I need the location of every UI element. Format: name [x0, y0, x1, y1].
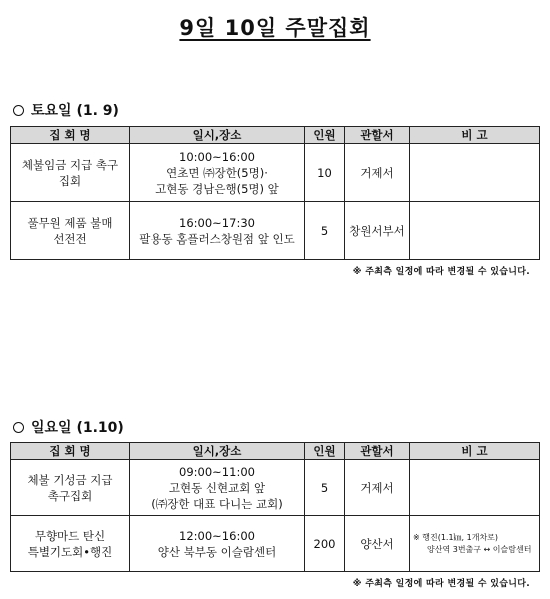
sunday-footnote: ※ 주최측 일정에 따라 변경될 수 있습니다. — [352, 579, 530, 589]
note-cell: ※ 행진(1.1㎞, 1개차로) 양산역 3번출구 ↔ 이슬람센터 — [410, 516, 540, 572]
col-header-count: 인원 — [305, 443, 345, 460]
when-where-cell: 16:00~17:30 팔용동 홈플러스창원점 앞 인도 — [130, 202, 305, 260]
saturday-footnote: ※ 주최측 일정에 따라 변경될 수 있습니다. — [352, 267, 530, 277]
count-cell: 5 — [305, 460, 345, 516]
col-header-count: 인원 — [305, 127, 345, 144]
col-header-name: 집 회 명 — [11, 127, 130, 144]
col-header-when-where: 일시,장소 — [130, 127, 305, 144]
when-where-cell: 10:00~16:00 연초면 ㈜장한(5명)· 고현동 경남은행(5명) 앞 — [130, 144, 305, 202]
sunday-heading — [13, 417, 124, 437]
saturday-heading — [13, 100, 119, 120]
when-where-cell: 09:00~11:00 고현동 신현교회 앞 (㈜장한 대표 다니는 교회) — [130, 460, 305, 516]
col-header-name: 집 회 명 — [11, 443, 130, 460]
col-header-station: 관할서 — [345, 127, 410, 144]
station-cell: 창원서부서 — [345, 202, 410, 260]
col-header-note: 비 고 — [410, 127, 540, 144]
rally-name-cell: 무향마드 탄신 특별기도회•행진 — [11, 516, 130, 572]
table-row — [11, 144, 540, 202]
rally-name-cell: 체불임금 지급 촉구 집회 — [11, 144, 130, 202]
rally-name-cell: 체불 기성금 지급 촉구집회 — [11, 460, 130, 516]
count-cell: 5 — [305, 202, 345, 260]
count-cell: 200 — [305, 516, 345, 572]
count-cell: 10 — [305, 144, 345, 202]
note-cell — [410, 144, 540, 202]
saturday-label: 토요일 (1. 9) — [31, 103, 119, 119]
col-header-station: 관할서 — [345, 443, 410, 460]
sunday-label: 일요일 (1.10) — [31, 420, 124, 436]
col-header-note: 비 고 — [410, 443, 540, 460]
table-row — [11, 202, 540, 260]
when-where-cell: 12:00~16:00 양산 북부동 이슬람센터 — [130, 516, 305, 572]
station-cell: 양산서 — [345, 516, 410, 572]
circle-bullet-icon — [13, 105, 24, 116]
table-row — [11, 460, 540, 516]
note-cell — [410, 202, 540, 260]
station-cell: 거제서 — [345, 460, 410, 516]
saturday-table — [10, 126, 540, 260]
table-header-row — [11, 443, 540, 460]
table-row — [11, 516, 540, 572]
circle-bullet-icon — [13, 422, 24, 433]
page-title: 9일 10일 주말집회 — [179, 16, 371, 40]
sunday-table — [10, 442, 540, 572]
note-cell — [410, 460, 540, 516]
station-cell: 거제서 — [345, 144, 410, 202]
table-header-row — [11, 127, 540, 144]
rally-name-cell: 풀무원 제품 불매 선전전 — [11, 202, 130, 260]
col-header-when-where: 일시,장소 — [130, 443, 305, 460]
